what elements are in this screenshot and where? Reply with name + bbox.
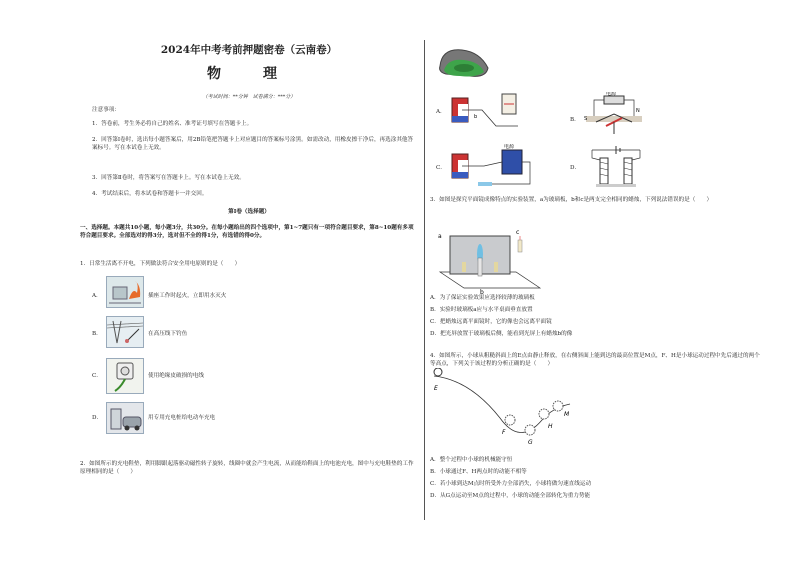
note-item: 3．回答第Ⅱ卷时，将答案写在答题卡上。写在本试卷上无效。 — [92, 175, 245, 181]
q4-ball-track-figure — [430, 368, 580, 452]
option-text: 插座工作时起火，立即用水灭火 — [148, 293, 227, 299]
option-label: D． — [92, 415, 103, 421]
option-text: 用专用充电桩给电动车充电 — [148, 415, 216, 421]
charging-insole-image — [436, 40, 492, 84]
charging-pile-image — [106, 402, 144, 434]
power-line-icon — [107, 317, 143, 347]
q2-figure-a — [448, 90, 522, 132]
q2-figure-d — [582, 144, 654, 194]
q3-option-a[interactable]: A．为了保证实验效果应选择较薄的玻璃板 — [430, 295, 535, 301]
q2-option-b-label[interactable]: B． — [570, 117, 580, 123]
q2-figure-c — [448, 144, 534, 190]
label-a: a — [438, 233, 442, 240]
note-item: 4．考试结束后，将本试卷和答题卡一并交回。 — [92, 191, 208, 197]
notes-heading: 注意事项： — [92, 107, 120, 113]
fire-socket-icon — [107, 277, 143, 307]
charging-pile-icon — [107, 403, 143, 433]
left-column — [80, 40, 418, 475]
note-item: 1．答卷前，考生务必将自己的姓名、准考证号填写在答题卡上。 — [92, 121, 253, 127]
option-label: A． — [92, 293, 102, 299]
q2-option-d-label[interactable]: D． — [570, 165, 581, 171]
part1-intro: 一、选择题。本题共10小题，每小题3分，共30分。在每小题给出的四个选项中，第1~7题只有一项符合题目要求，第8~10题有多项符合题目要求。全部选对的得3分，选对但不全的得1分，有选错的得0分。 — [80, 225, 414, 239]
label-M: M — [564, 411, 570, 418]
note-item: 2．回答第Ⅰ卷时，选出每小题答案后，用2B铅笔把答题卡上对应题目的答案标号涂黑。如需改动，用橡皮擦干净后，再选涂其他答案标号。写在本试卷上无效。 — [92, 137, 414, 151]
q4-options — [430, 456, 591, 500]
column-divider — [424, 40, 425, 520]
q4-option-d[interactable]: D．从G点运动至M点的过程中，小球的动能全部转化为重力势能 — [430, 493, 591, 499]
label-F: F — [502, 429, 506, 436]
q3-option-d[interactable]: D．把光屏放置于玻璃板后侧，能看到光屏上有蜡烛b的像 — [430, 331, 573, 337]
q4-option-a[interactable]: A．整个过程中小球的机械能守恒 — [430, 457, 513, 463]
q4-option-b[interactable]: B．小球通过F、H两点时的动能不相等 — [430, 469, 527, 475]
subject-title: 物 理 — [207, 66, 291, 82]
plug-icon — [107, 359, 143, 393]
question-1-stem: 1．日常生活离不开电，下列做法符合安全用电原则的是（ ） — [80, 261, 241, 267]
q3-option-c[interactable]: C．把蜡烛远离平面镜时，它的像也会远离平面镜 — [430, 319, 552, 325]
question-4-stem: 4．如图所示，小球从粗糙斜面上的E点由静止释放，在右侧斜面上能到达的最高位置是M点，F、H是小球运动过程中先后通过的两个等高点，下列关于该过程的分析正确的是（ ） — [430, 353, 760, 367]
q2-option-c-label[interactable]: C． — [436, 165, 446, 171]
page-title: 2024年中考考前押题密卷（云南卷） — [160, 44, 338, 56]
exam-info: （考试时间：**分钟 试卷满分：***分） — [202, 94, 296, 100]
q3-options — [430, 294, 572, 338]
svg-text:N: N — [636, 108, 640, 114]
svg-text:S: S — [584, 116, 588, 122]
damaged-wire-image — [106, 358, 144, 394]
q4-option-c[interactable]: C．若小球到达M点时所受外力全部消失，小球将做匀速直线运动 — [430, 481, 592, 487]
question-2-stem: 2．如图所示的充电鞋垫，利用脚跟起落驱动磁性转子旋转，线圈中就会产生电流，从而能给鞋面上的电池充电，图中与充电鞋垫的工作原理相同的是（ ） — [80, 461, 414, 475]
fishing-under-wires-image — [106, 316, 144, 348]
option-label: C． — [92, 373, 102, 379]
label-c: c — [516, 229, 520, 236]
label-H: H — [548, 423, 553, 430]
label-G: G — [528, 439, 533, 446]
question-3-stem: 3．如图是探究平面镜成像特点的实验装置，a为玻璃板，b和c是两支完全相同的蜡烛，下列说法错误的是（ ） — [430, 197, 713, 203]
option-text: 使用绝缘皮破损的电线 — [148, 373, 204, 379]
q2-option-a-label[interactable]: A． — [436, 109, 446, 115]
option-label: B． — [92, 331, 102, 337]
q2-figure-b — [582, 92, 646, 142]
option-text: 在高压线下钓鱼 — [148, 331, 188, 337]
label-E: E — [434, 385, 438, 392]
label-b: b — [480, 289, 484, 296]
part1-title: 第Ⅰ卷（选择题） — [228, 209, 270, 215]
q3-mirror-figure — [436, 228, 546, 296]
svg-text:b: b — [474, 114, 478, 120]
power-label: 电源 — [606, 92, 617, 97]
power2-label: 电源 — [504, 144, 515, 150]
q3-option-b[interactable]: B．实验时玻璃板a应与水平桌面垂直放置 — [430, 307, 533, 313]
fire-socket-image — [106, 276, 144, 308]
